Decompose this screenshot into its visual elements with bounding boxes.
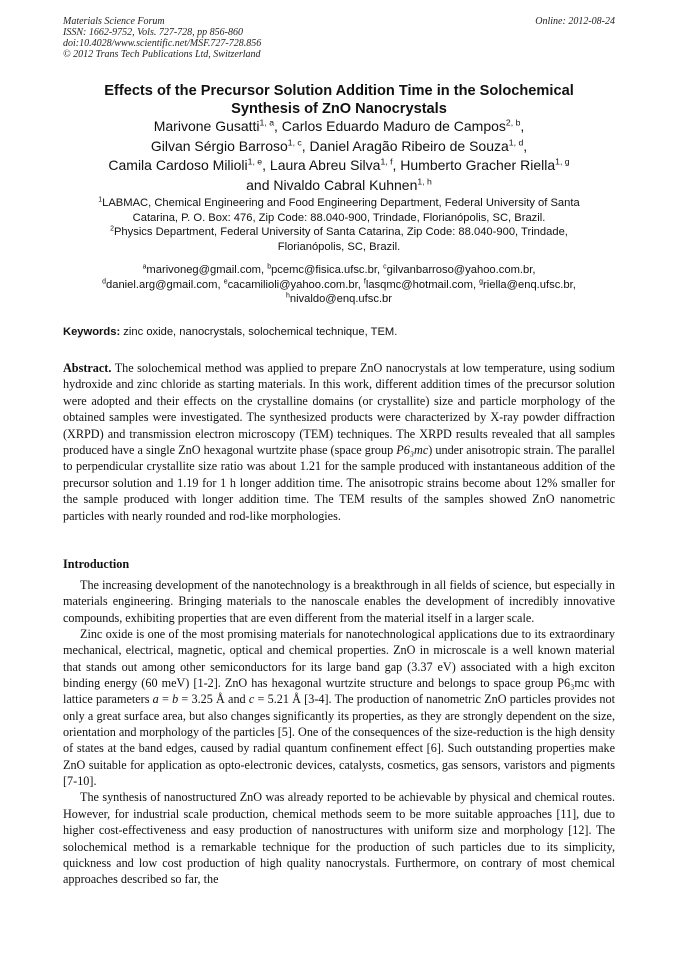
email-address[interactable]: daniel.arg@gmail.com xyxy=(106,278,218,291)
title-line-2: Synthesis of ZnO Nanocrystals xyxy=(231,101,447,117)
introduction-body xyxy=(63,577,615,888)
email-address[interactable]: pcemc@fisica.ufsc.br xyxy=(271,264,377,276)
author-line-2: Gilvan Sérgio Barroso$^{1, c}$, Daniel Aragão Ribeiro de Souza$^{1, d}$, xyxy=(150,136,528,154)
author-name: Humberto Gracher Riella xyxy=(400,157,556,173)
paragraph-text: Zinc oxide is one of the most promising materials for nanotechnological applications due to its extraordinary mechanical, electrical, magnetic, optical and chemical properties. ZnO in microscale is a well known material that stands out among other semiconductors for its large band gap (3.37 eV) associated with a high exciton binding energy (60 meV) [1-2]. ZnO has hexagonal wurtzite structure and belongs to space group P6₃mc with lattice parameters xyxy=(63,627,615,707)
email-line-3: $^h$nivaldo@enq.ufsc.br xyxy=(285,292,393,306)
title-line-1: Effects of the Precursor Solution Addition Time in the Solochemical xyxy=(104,83,574,99)
paragraph: The increasing development of the nanotechnology is a breakthrough in all fields of science, but especially in materials engineering. Bringing materials to the nanoscale enables the development of incredibly innovative compounds, exhibiting properties that are even different from the material itself in a larger scale. xyxy=(63,578,615,625)
email-address[interactable]: gilvanbarroso@yahoo.com.br xyxy=(386,264,533,276)
author-affil-sup: 1, e xyxy=(247,156,263,167)
author-name: Camila Cardoso Milioli xyxy=(108,157,248,173)
author-emails xyxy=(63,263,615,307)
keywords-label: Keywords: xyxy=(63,326,121,338)
author-name: Gilvan Sérgio Barroso xyxy=(150,137,288,154)
author-conjunction: and xyxy=(246,176,270,193)
paragraph-text: = 5.21 Å [3-4]. The production of nanometric ZnO particles provides not only a great surface area, but also changes significantly its properties, as they are strongly dependent on the size, orientation and morphology of the particles [5]. One of the consequences of the size-reduction is the high density of states at the band edges, caused by radial quantum confinement effect [6]. Such outstanding properties make ZnO suitable for application as opto-electronic devices, catalysts, cosmetics, gas sensors, varistors and pigments [7-10]. xyxy=(63,692,615,789)
affiliation-2-line-2: Florianópolis, SC, Brazil. xyxy=(277,240,401,253)
affil-sup: 2 xyxy=(110,225,114,233)
keywords xyxy=(63,325,615,339)
lattice-symbol: c xyxy=(248,692,255,707)
paragraph-text: = 3.25 Å and xyxy=(178,692,249,707)
affil-sup: 1 xyxy=(98,196,103,204)
author-affil-sup: 1, a xyxy=(259,117,275,128)
author-name: Laura Abreu Silva xyxy=(269,157,381,173)
author-name: Marivone Gusatti xyxy=(153,118,260,134)
author-affil-sup: 1, f xyxy=(380,156,393,167)
affiliation-text: Physics Department, Federal University of Santa Catarina, Zip Code: 88.040-900, Trindade, xyxy=(113,226,568,239)
affiliation-2-line-1 xyxy=(63,225,615,240)
journal-header xyxy=(63,16,615,60)
journal-issn: ISSN: 1662-9752, Vols. 727-728, pp 856-860 xyxy=(63,27,243,38)
lattice-symbol: b xyxy=(172,692,179,707)
email-address[interactable]: riella@enq.ufsc.br xyxy=(483,278,573,291)
abstract-text: The solochemical method was applied to prepare ZnO nanocrystals at low temperature, using sodium hydroxide and zinc chloride as starting materials. In this work, different addition times of the precursor solution were adopted and their effects on the crystalline domains (or crystallite) size and particle morphology of the obtained samples were investigated. The synthesized products were characterized by X-ray powder diffraction (XRPD) and transmission electron microscopy (TEM) techniques. The XRPD results revealed that all samples produced have a single ZnO hexagonal wurtzite phase (space group xyxy=(63,361,615,458)
email-line-1: $^a$marivoneg@gmail.com, $^b$pcemc@fisica.ufsc.br, $^c$gilvanbarroso@yahoo.com.br, xyxy=(142,263,536,276)
email-address[interactable]: nivaldo@enq.ufsc.br xyxy=(289,293,393,306)
space-group: P6₃mc xyxy=(396,443,429,458)
paragraph-text: = xyxy=(158,692,173,707)
author-affil-sup: 1, g xyxy=(555,156,570,167)
author-line-4 xyxy=(63,176,615,196)
author-name: Carlos Eduardo Maduro de Campos xyxy=(281,118,506,134)
author-name: Nivaldo Cabral Kuhnen xyxy=(273,176,418,193)
journal-copyright: © 2012 Trans Tech Publications Ltd, Switzerland xyxy=(63,49,261,60)
journal-doi: doi:10.4028/www.scientific.net/MSF.727-728.856 xyxy=(63,38,262,49)
affiliations xyxy=(63,196,615,254)
affiliation-1-line-1 xyxy=(63,196,615,211)
author-name: Daniel Aragão Ribeiro de Souza xyxy=(309,137,509,154)
abstract-label: Abstract. xyxy=(63,361,112,375)
paper-title xyxy=(63,82,615,118)
section-heading-introduction: Introduction xyxy=(63,557,130,571)
journal-info xyxy=(63,16,615,60)
affiliation-1-line-2: Catarina, P. O. Box: 476, Zip Code: 88.040-900, Trindade, Florianópolis, SC, Brazil. xyxy=(132,211,546,224)
author-list xyxy=(63,117,615,195)
author-affil-sup: 2, b xyxy=(505,117,521,128)
email-address[interactable]: cacamilioli@yahoo.com.br xyxy=(227,278,358,291)
lattice-symbol: a xyxy=(152,692,159,707)
email-address[interactable]: marivoneg@gmail.com xyxy=(146,264,261,276)
author-affil-sup: 1, d xyxy=(508,136,524,147)
journal-name: Materials Science Forum xyxy=(63,16,165,27)
affiliation-text: LABMAC, Chemical Engineering and Food Engineering Department, Federal University of Santa xyxy=(102,197,580,209)
author-line-1: Marivone Gusatti$^{1, a}$, Carlos Eduardo Maduro de Campos$^{2, b}$, xyxy=(153,117,525,134)
email-address[interactable]: lasqmc@hotmail.com xyxy=(365,278,473,291)
abstract xyxy=(63,360,615,524)
email-line-2: $^d$daniel.arg@gmail.com, $^e$cacamilioli@yahoo.com.br, $^f$lasqmc@hotmail.com, $^g$riella@enq.ufsc.br, xyxy=(102,277,576,291)
paragraph: The synthesis of nanostructured ZnO was already reported to be achievable by physical and chemical routes. However, for industrial scale production, chemical methods seem to be more suitable approaches [11], due to higher cost-effectiveness and easy production of nanostructures with uniform size and morphology [12]. The solochemical method is a remarkable technique for the production of such particles due to its simplicity, quickness and low cost production of high quality nanocrystals. Furthermore, on contrary of most chemical approaches described so far, the xyxy=(63,790,615,887)
keywords-text: zinc oxide, nanocrystals, solochemical technique, TEM. xyxy=(120,326,398,338)
online-date: Online: 2012-08-24 xyxy=(535,16,615,27)
author-affil-sup: 1, h xyxy=(417,175,432,186)
abstract-text: ) under anisotropic strain. The parallel to perpendicular crystallite size ratio was about 1.21 for the sample produced with instantaneous addition of the precursor solution and 1.19 for 1 h longer addition time. The anisotropic strains become about 12% smaller for the sample produced with longer addition time. The TEM results of the samples showed ZnO nanometric particles with nearly rounded and rod-like morphologies. xyxy=(63,443,615,523)
author-affil-sup: 1, c xyxy=(287,136,302,147)
paragraph xyxy=(63,626,615,789)
author-line-3: Camila Cardoso Milioli$^{1, e}$, Laura Abreu Silva$^{1, f}$, Humberto Gracher Riella$^{1, g}$ xyxy=(108,156,570,173)
